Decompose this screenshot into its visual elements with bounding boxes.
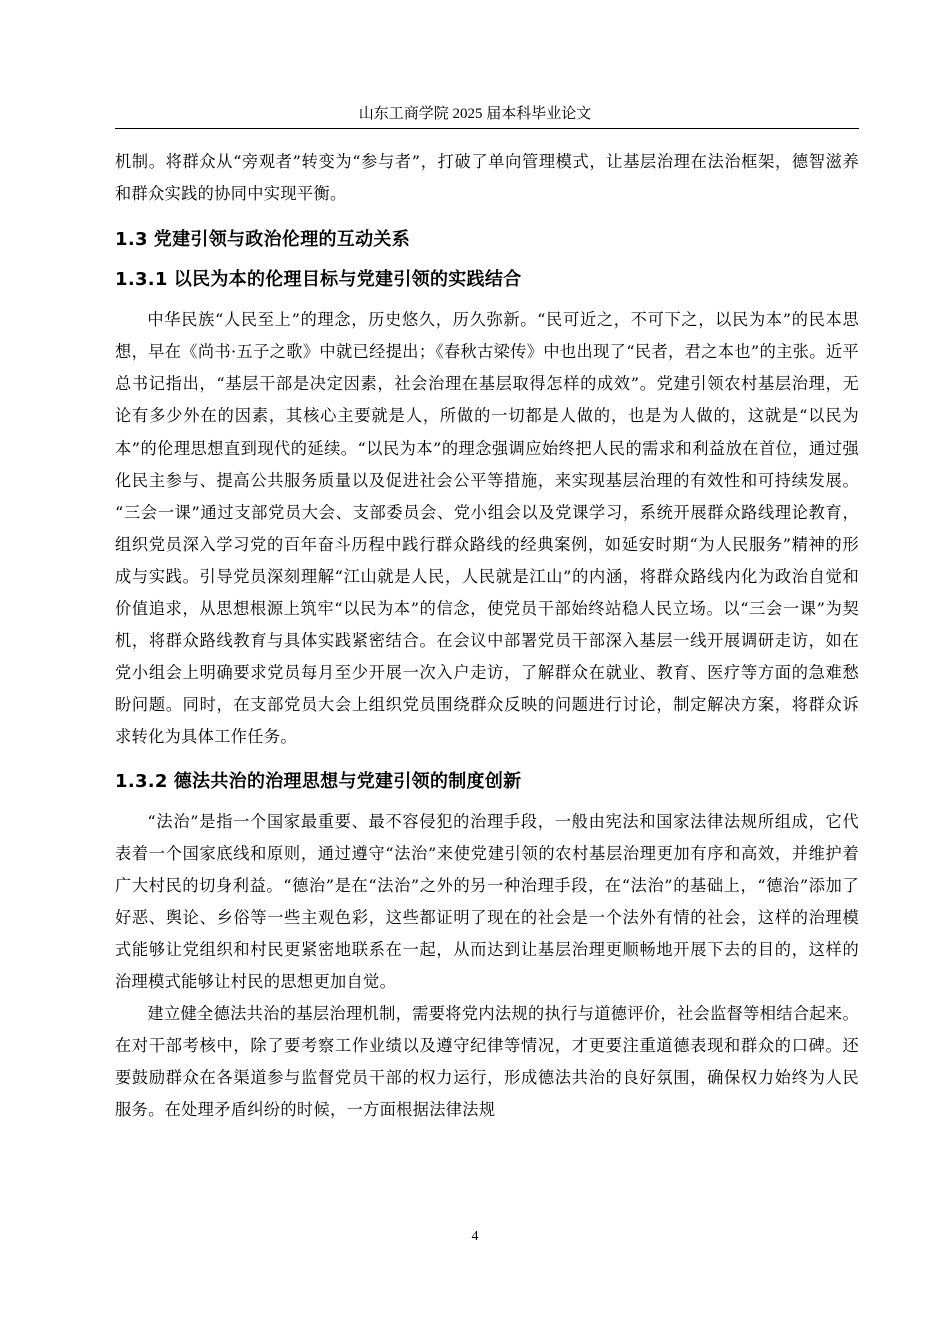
paragraph-1-3-2-b: 建立健全德法共治的基层治理机制，需要将党内法规的执行与道德评价，社会监督等相结合起来。在对干部考核中，除了要考察工作业绩以及遵守纪律等情况，才更要注重道德表现和群众的口碑。还要鼓励群众在各渠道参与监督党员干部的权力运行，形成德法共治的良好氛围，确保权力始终为人民服务。在处理矛盾纠纷的时候，一方面根据法律法规 xyxy=(115,1004,859,1120)
subsection-heading-1-3-2 xyxy=(115,766,859,798)
section-heading-1-3 xyxy=(115,224,859,256)
subsection-title: 德法共治的治理思想与党建引领的制度创新 xyxy=(173,770,522,792)
page-number: 4 xyxy=(471,1229,479,1244)
continuation-paragraph: 机制。将群众从“旁观者”转变为“参与者”，打破了单向管理模式，让基层治理在法治框架，德智滋养和群众实践的协同中实现平衡。 xyxy=(115,152,859,204)
paragraph-1-3-1: 中华民族“人民至上”的理念，历史悠久，历久弥新。“民可近之，不可下之，以民为本”的民本思想，早在《尚书·五子之歌》中就已经提出；《春秋古梁传》中也出现了“民者，君之本也”的主张。近平总书记指出，“基层干部是决定因素，社会治理在基层取得怎样的成效”。党建引领农村基层治理，无论有多少外在的因素，其核心主要就是人，所做的一切都是人做的，也是为人做的，这就是“以民为本”的伦理思想直到现代的延续。“以民为本”的理念强调应始终把人民的需求和利益放在首位，通过强化民主参与、提高公共服务质量以及促进社会公平等措施，来实现基层治理的有效性和可持续发展。 “三会一课”通过支部党员大会、支部委员会、党小组会以及党课学习，系统开展群众路线理论教育，组织党员深入学习党的百年奋斗历程中践行群众路线的经典案例，如延安时期“为人民服务”精神的形成与实践。引导党员深刻理解“江山就是人民，人民就是江山”的内涵，将群众路线内化为政治自觉和价值追求，从思想根源上筑牢“以民为本”的信念，使党员干部始终站稳人民立场。以“三会一课”为契机，将群众路线教育与具体实践紧密结合。在会议中部署党员干部深入基层一线开展调研走访，如在党小组会上明确要求党员每月至少开展一次入户走访，了解群众在就业、教育、医疗等方面的急难愁盼问题。同时，在支部党员大会上组织党员围绕群众反映的问题进行讨论，制定解决方案，将群众诉求转化为具体工作任务。 xyxy=(115,310,859,747)
section-number: 1.3 xyxy=(115,229,148,251)
running-header: 山东工商学院 2025 届本科毕业论文 xyxy=(358,106,592,122)
subsection-number: 1.3.1 xyxy=(115,269,168,291)
subsection-heading-1-3-1 xyxy=(115,264,859,296)
section-title: 党建引领与政治伦理的互动关系 xyxy=(153,229,410,251)
header-rule xyxy=(115,128,859,129)
subsection-number: 1.3.2 xyxy=(115,770,168,792)
paragraph-1-3-2-a: “法治”是指一个国家最重要、最不容侵犯的治理手段，一般由宪法和国家法律法规所组成，它代表着一个国家底线和原则，通过遵守“法治”来使党建引领的农村基层治理更加有序和高效，并维护着广大村民的切身利益。“德治”是在“法治”之外的另一种治理手段，在“法治”的基础上，“德治”添加了好恶、舆论、乡俗等一些主观色彩，这些都证明了现在的社会是一个法外有情的社会，这样的治理模式能够让党组织和村民更紧密地联系在一起，从而达到让基层治理更顺畅地开展下去的目的，这样的治理模式能够让村民的思想更加自觉。 xyxy=(115,811,859,991)
page-content xyxy=(115,146,859,1126)
subsection-title: 以民为本的伦理目标与党建引领的实践结合 xyxy=(173,269,522,291)
